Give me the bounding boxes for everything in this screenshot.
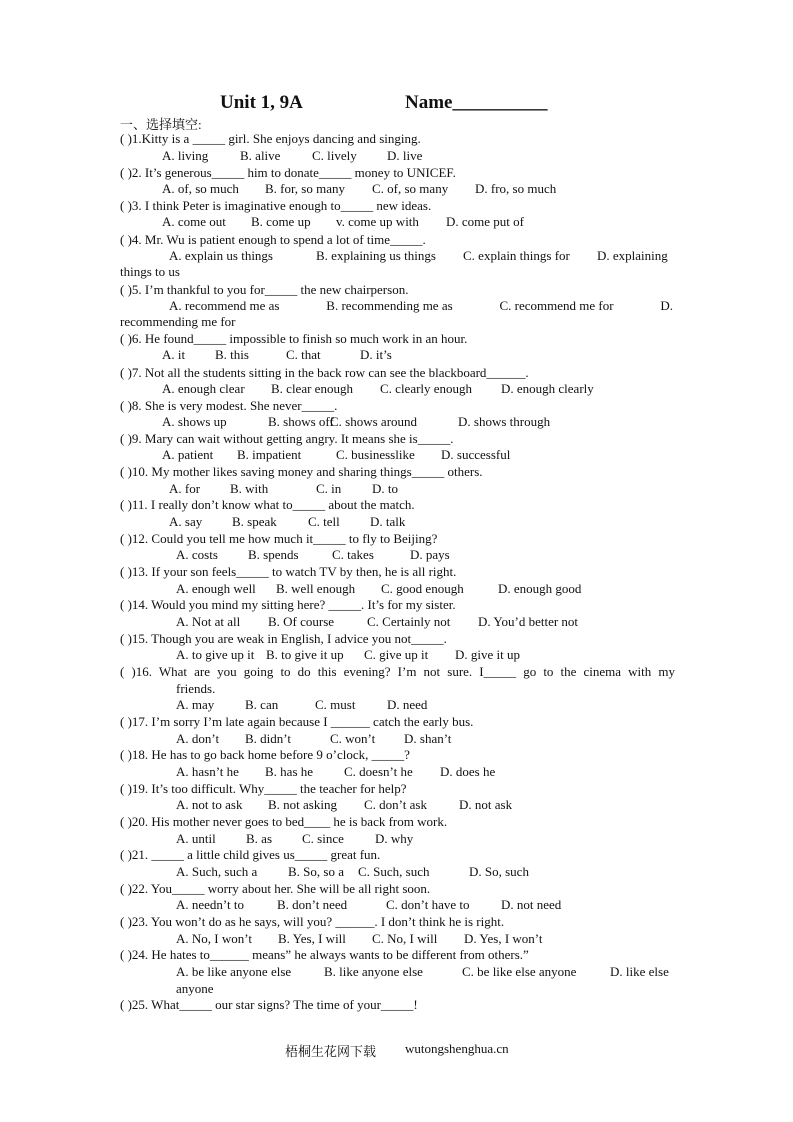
option-b[interactable]: B. has he [265,764,314,779]
option-a[interactable]: A. living [162,148,209,163]
question-stem: ( )15. Though you are weak in English, I advice you not_____. [120,631,447,646]
question-stem: ( )24. He hates to______ means” he always wants to be different from others.” [120,947,529,962]
question-stem: ( )14. Would you mind my sitting here? _____. It’s for my sister. [120,597,456,612]
section-heading: 一、选择填空: [120,117,202,132]
option-d[interactable]: D. Yes, I won’t [464,931,543,946]
option-c[interactable]: C. of, so many [372,181,449,196]
option-c[interactable]: C. recommend me for [499,298,614,313]
answer-options [120,547,680,563]
answer-options [120,447,680,463]
answer-options [120,248,680,264]
option-d[interactable]: D. to [372,481,398,496]
option-c[interactable]: C. must [315,697,356,712]
option-a[interactable]: A. it [162,347,186,362]
answer-options [120,831,680,847]
option-c[interactable]: C. No, I will [372,931,438,946]
option-c[interactable]: C. won’t [330,731,376,746]
answer-options [120,347,680,363]
option-c[interactable]: C. clearly enough [380,381,473,396]
option-a[interactable]: A. explain us things [169,248,273,263]
option-d[interactable]: D. give it up [455,647,520,662]
option-a[interactable]: A. costs [176,547,218,562]
option-a[interactable]: A. No, I won’t [176,931,252,946]
option-c[interactable]: C. Certainly not [367,614,451,629]
option-b[interactable]: B. Yes, I will [278,931,346,946]
option-a[interactable]: A. enough clear [162,381,245,396]
option-b[interactable]: B. explaining us things [316,248,436,263]
option-b[interactable]: B. to give it up [266,647,344,662]
question-stem: ( )4. Mr. Wu is patient enough to spend a lot of time_____. [120,232,426,247]
option-a[interactable]: A. enough well [176,581,256,596]
question-stem: ( )8. She is very modest. She never_____. [120,398,338,413]
option-c[interactable]: C. in [316,481,342,496]
option-d[interactable]: D. need [387,697,428,712]
answer-options [120,697,680,713]
question-stem: ( )5. I’m thankful to you for_____ the new chairperson. [120,282,409,297]
question-stem: ( )25. What_____ our star signs? The time of your_____! [120,997,418,1012]
question-stem: ( )3. I think Peter is imaginative enough to_____ new ideas. [120,198,432,213]
answer-options [120,514,680,530]
answer-options [120,381,680,397]
option-c[interactable]: C. don’t have to [386,897,470,912]
option-d[interactable]: D. shows through [458,414,551,429]
option-b[interactable]: B. speak [232,514,277,529]
option-d[interactable]: D. not ask [459,797,513,812]
option-a[interactable]: A. don’t [176,731,220,746]
worksheet-title: Unit 1, 9A [220,92,303,113]
option-d[interactable]: D. You’d better not [478,614,579,629]
option-d[interactable]: D. enough good [498,581,582,596]
option-a[interactable]: A. say [169,514,203,529]
option-a[interactable]: A. for [169,481,201,496]
option-c[interactable]: C. give up it [364,647,429,662]
question-stem: ( )9. Mary can wait without getting angry. It means she is_____. [120,431,454,446]
answer-options [120,731,680,747]
question-stem: ( )19. It’s too difficult. Why_____ the teacher for help? [120,781,407,796]
answer-options [120,897,680,913]
option-b[interactable]: B. impatient [237,447,302,462]
option-d[interactable]: D. why [375,831,414,846]
option-b[interactable]: B. this [215,347,249,362]
answer-options [120,864,680,880]
option-b[interactable]: B. like anyone else [324,964,423,979]
answer-options [120,214,680,230]
question-stem: ( )11. I really don’t know what to_____ about the match. [120,497,415,512]
option-a[interactable]: A. of, so much [162,181,239,196]
option-d[interactable]: D. talk [370,514,406,529]
option-d[interactable]: D. come put of [446,214,524,229]
option-c[interactable]: C. since [302,831,344,846]
option-d[interactable]: D. explaining [597,248,668,263]
option-b[interactable]: B. spends [248,547,299,562]
question-stem: ( )22. You_____ worry about her. She will be all right soon. [120,881,431,896]
option-b[interactable]: B. Of course [268,614,335,629]
footer-source: 梧桐生花网下载 [285,1044,377,1059]
footer-url: wutongshenghua.cn [405,1041,509,1056]
option-c[interactable]: C. don’t ask [364,797,427,812]
option-c[interactable]: C. tell [308,514,340,529]
option-c[interactable]: C. good enough [381,581,464,596]
question-stem: ( )10. My mother likes saving money and sharing things_____ others. [120,464,483,479]
option-b[interactable]: B. come up [251,214,311,229]
option-a[interactable]: A. be like anyone else [176,964,292,979]
option-b[interactable]: B. as [246,831,272,846]
option-b[interactable]: B. for, so many [265,181,345,196]
option-b[interactable]: B. don’t need [277,897,348,912]
question-continuation: recommending me for [120,314,236,329]
question-stem: ( )6. He found_____ impossible to finish so much work in an hour. [120,331,468,346]
option-c[interactable]: C. takes [332,547,374,562]
option-d[interactable]: D. live [387,148,423,163]
option-c[interactable]: C. lively [312,148,357,163]
option-d[interactable]: D. fro, so much [475,181,557,196]
option-c[interactable]: C. be like else anyone [462,964,577,979]
option-d[interactable]: D. So, such [469,864,529,879]
option-b[interactable]: B. alive [240,148,281,163]
name-field-label: Name__________ [405,92,548,113]
option-d[interactable]: D. successful [441,447,511,462]
question-continuation: things to us [120,264,180,279]
option-a[interactable]: A. not to ask [176,797,243,812]
option-a[interactable]: A. patient [162,447,214,462]
question-stem: ( )7. Not all the students sitting in the back row can see the blackboard______. [120,365,529,380]
option-c[interactable]: C. shows around [330,414,418,429]
option-b[interactable]: B. clear enough [271,381,353,396]
question-stem: ( )17. I’m sorry I’m late again because I ______ catch the early bus. [120,714,474,729]
option-a[interactable]: A. Not at all [176,614,241,629]
question-stem: ( )13. If your son feels_____ to watch TV by then, he is all right. [120,564,457,579]
option-b[interactable]: B. recommending me as [326,298,453,313]
answer-options [120,481,680,497]
option-c[interactable]: C. doesn’t he [344,764,413,779]
question-continuation: friends. [176,681,216,696]
option-b[interactable]: B. well enough [276,581,356,596]
option-d[interactable]: D. enough clearly [501,381,594,396]
question-stem: ( )20. His mother never goes to bed____ he is back from work. [120,814,448,829]
option-d[interactable]: D. like else [610,964,669,979]
option-a[interactable]: A. to give up it [176,647,255,662]
answer-options [120,797,680,813]
option-b[interactable]: B. not asking [268,797,337,812]
answer-options [120,647,680,663]
option-d[interactable]: D. does he [440,764,496,779]
answer-options [169,298,673,314]
answer-options [120,414,680,430]
option-b[interactable]: B. can [245,697,279,712]
question-stem: ( )12. Could you tell me how much it_____ to fly to Beijing? [120,531,438,546]
question-stem: ( )1.Kitty is a _____ girl. She enjoys dancing and singing. [120,131,421,146]
answer-options [120,581,680,597]
option-c[interactable]: C. businesslike [336,447,415,462]
option-a[interactable]: A. Such, such a [176,864,258,879]
option-b[interactable]: B. with [230,481,269,496]
question-stem: ( )21. _____ a little child gives us_____ great fun. [120,847,381,862]
option-d[interactable]: D. pays [410,547,450,562]
answer-options [120,964,680,980]
option-c[interactable]: C. explain things for [463,248,570,263]
answer-options [120,931,680,947]
answer-options [120,181,680,197]
option-a[interactable]: A. needn’t to [176,897,244,912]
option-c[interactable]: C. that [286,347,321,362]
option-b[interactable]: B. didn’t [245,731,291,746]
answer-options [120,764,680,780]
option-c[interactable]: C. Such, such [358,864,430,879]
option-b[interactable]: B. So, so a [288,864,344,879]
answer-options [120,614,680,630]
question-stem: ( )16. What are you going to do this evening? I’m not sure. I_____ go to the cinema with my [120,664,675,679]
question-stem: ( )2. It’s generous_____ him to donate_____ money to UNICEF. [120,165,456,180]
option-a[interactable]: A. may [176,697,215,712]
option-a[interactable]: A. hasn’t he [176,764,239,779]
option-a[interactable]: A. recommend me as [169,298,280,313]
option-d[interactable]: D. it’s [360,347,392,362]
option-a[interactable]: A. shows up [162,414,227,429]
option-c[interactable]: v. come up with [336,214,419,229]
option-d[interactable]: D. not need [501,897,562,912]
option-b[interactable]: B. shows off [268,414,334,429]
answer-options [120,148,680,164]
option-a[interactable]: A. until [176,831,216,846]
option-d[interactable]: D. shan’t [404,731,452,746]
question-stem: ( )23. You won’t do as he says, will you? ______. I don’t think he is right. [120,914,505,929]
option-a[interactable]: A. come out [162,214,226,229]
option-d[interactable]: D. [660,298,674,313]
question-continuation: anyone [176,981,214,996]
question-stem: ( )18. He has to go back home before 9 o’clock, _____? [120,747,410,762]
